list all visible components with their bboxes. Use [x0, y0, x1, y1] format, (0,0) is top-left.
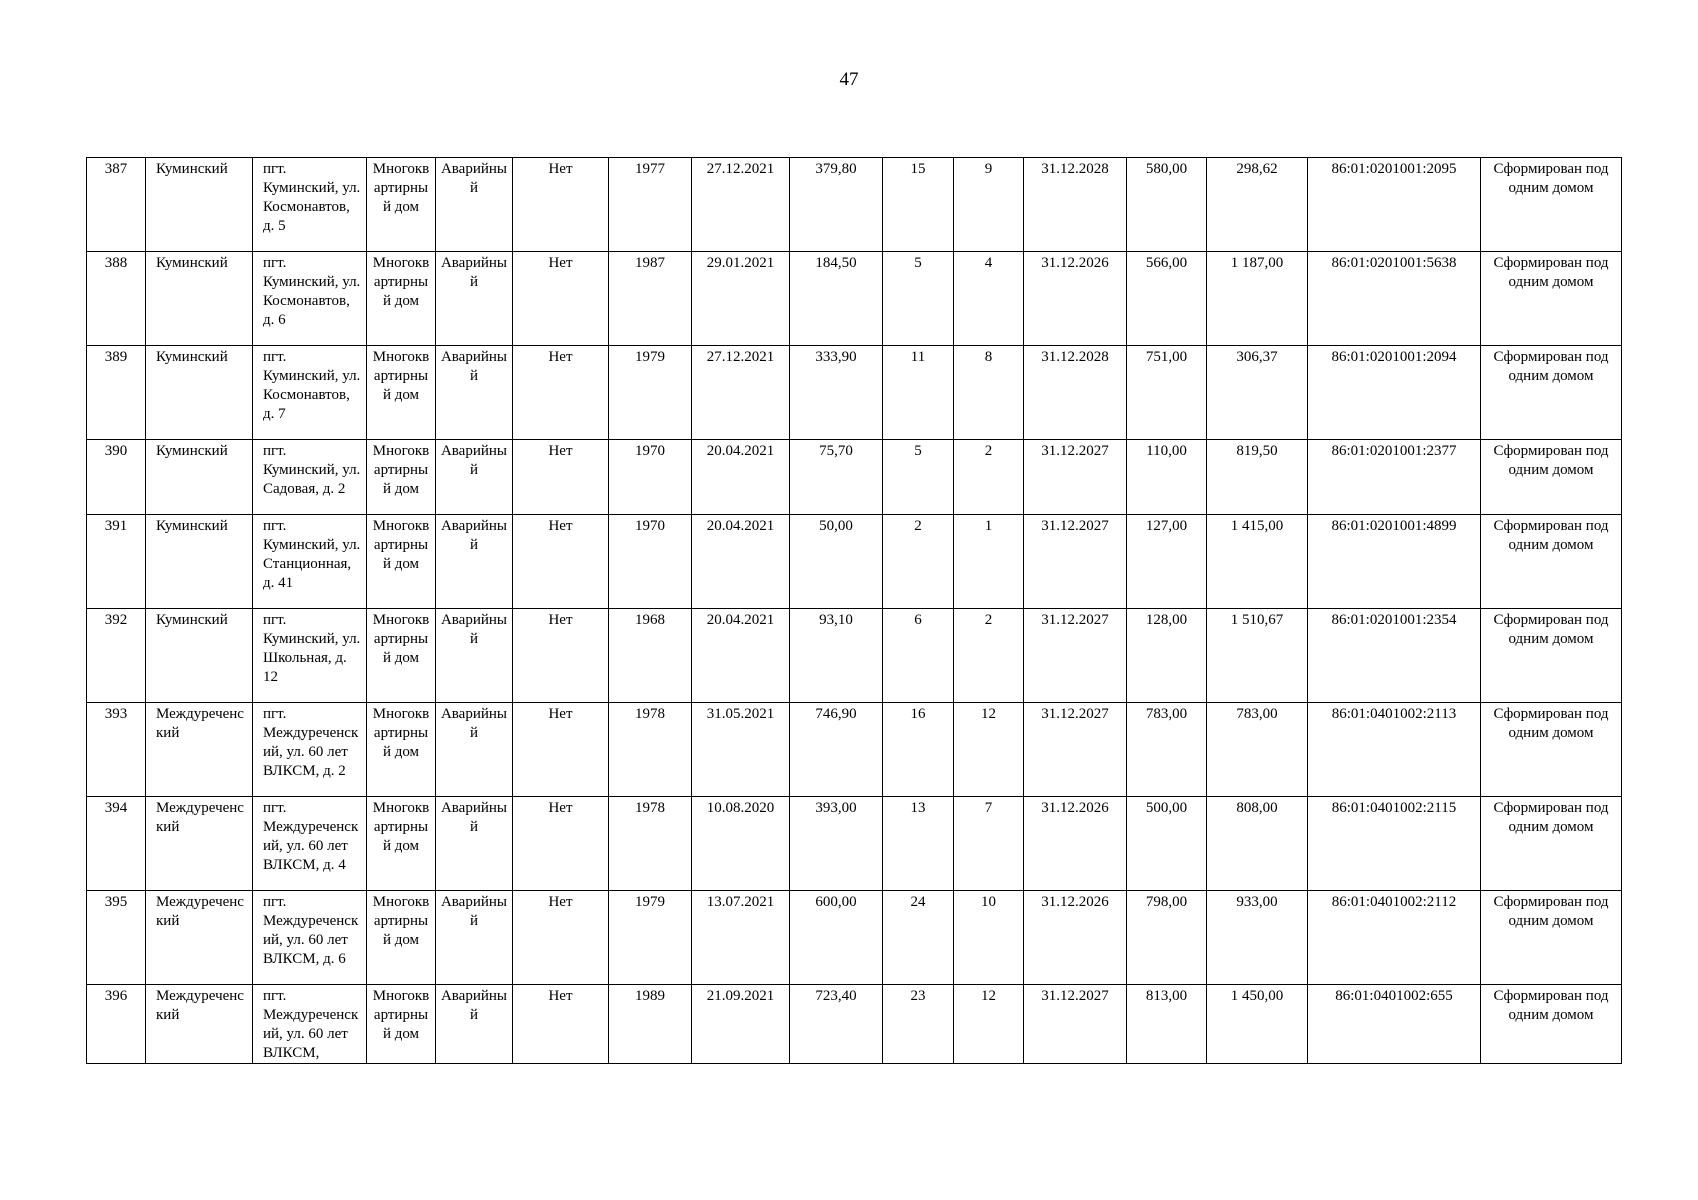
cell-cadastral-number: 86:01:0201001:5638 [1308, 252, 1481, 346]
cell-flag: Нет [513, 252, 609, 346]
cell-building-type: Многоквартирный дом [367, 252, 436, 346]
cell-area: 746,90 [790, 703, 883, 797]
cell-recognition-date: 27.12.2021 [692, 346, 790, 440]
cell-district: Междуреченский [146, 985, 253, 1064]
cell-year-built: 1989 [609, 985, 692, 1064]
cell-address: пгт. Междуреченский, ул. 60 лет ВЛКСМ, д. 6 [253, 891, 367, 985]
cell-condition: Аварийный [436, 346, 513, 440]
table-row [87, 440, 1622, 515]
cell-recognition-date: 20.04.2021 [692, 515, 790, 609]
cell-residents: 13 [883, 797, 954, 891]
cell-land-area: 798,00 [1127, 891, 1207, 985]
cell-number: 394 [87, 797, 146, 891]
cell-premises-count: 12 [954, 985, 1024, 1064]
cell-value: 819,50 [1207, 440, 1308, 515]
cell-cadastral-number: 86:01:0201001:2095 [1308, 158, 1481, 252]
cell-area: 379,80 [790, 158, 883, 252]
cell-condition: Аварийный [436, 703, 513, 797]
cell-value: 1 510,67 [1207, 609, 1308, 703]
cell-residents: 23 [883, 985, 954, 1064]
cell-recognition-date: 20.04.2021 [692, 609, 790, 703]
cell-address: пгт. Куминский, ул. Станционная, д. 41 [253, 515, 367, 609]
cell-cadastral-number: 86:01:0401002:2112 [1308, 891, 1481, 985]
cell-land-area: 751,00 [1127, 346, 1207, 440]
cell-number: 391 [87, 515, 146, 609]
cell-recognition-date: 21.09.2021 [692, 985, 790, 1064]
cell-flag: Нет [513, 985, 609, 1064]
cell-recognition-date: 20.04.2021 [692, 440, 790, 515]
cell-address: пгт. Куминский, ул. Космонавтов, д. 7 [253, 346, 367, 440]
cell-premises-count: 8 [954, 346, 1024, 440]
cell-district: Куминский [146, 609, 253, 703]
cell-deadline: 31.12.2028 [1024, 158, 1127, 252]
cell-condition: Аварийный [436, 515, 513, 609]
cell-building-type: Многоквартирный дом [367, 609, 436, 703]
cell-value: 1 415,00 [1207, 515, 1308, 609]
cell-land-status: Сформирован под одним домом [1481, 797, 1622, 891]
cell-address: пгт. Куминский, ул. Космонавтов, д. 5 [253, 158, 367, 252]
cell-number: 389 [87, 346, 146, 440]
cell-district: Междуреченский [146, 891, 253, 985]
cell-year-built: 1979 [609, 891, 692, 985]
cell-cadastral-number: 86:01:0201001:2377 [1308, 440, 1481, 515]
table-row [87, 252, 1622, 346]
cell-cadastral-number: 86:01:0401002:655 [1308, 985, 1481, 1064]
cell-premises-count: 1 [954, 515, 1024, 609]
cell-year-built: 1979 [609, 346, 692, 440]
cell-area: 393,00 [790, 797, 883, 891]
cell-building-type: Многоквартирный дом [367, 703, 436, 797]
cell-year-built: 1977 [609, 158, 692, 252]
cell-residents: 6 [883, 609, 954, 703]
cell-deadline: 31.12.2027 [1024, 515, 1127, 609]
cell-residents: 5 [883, 252, 954, 346]
cell-district: Междуреченский [146, 703, 253, 797]
table-row [87, 891, 1622, 985]
cell-condition: Аварийный [436, 158, 513, 252]
cell-address: пгт. Междуреченский, ул. 60 лет ВЛКСМ, д. 4 [253, 797, 367, 891]
cell-year-built: 1987 [609, 252, 692, 346]
cell-district: Куминский [146, 346, 253, 440]
cell-year-built: 1970 [609, 440, 692, 515]
cell-recognition-date: 27.12.2021 [692, 158, 790, 252]
cell-district: Куминский [146, 252, 253, 346]
cell-residents: 11 [883, 346, 954, 440]
cell-deadline: 31.12.2027 [1024, 703, 1127, 797]
cell-year-built: 1970 [609, 515, 692, 609]
cell-area: 184,50 [790, 252, 883, 346]
cell-land-status: Сформирован под одним домом [1481, 515, 1622, 609]
cell-premises-count: 7 [954, 797, 1024, 891]
cell-flag: Нет [513, 609, 609, 703]
cell-deadline: 31.12.2027 [1024, 440, 1127, 515]
cell-year-built: 1978 [609, 797, 692, 891]
cell-cadastral-number: 86:01:0201001:2354 [1308, 609, 1481, 703]
cell-condition: Аварийный [436, 797, 513, 891]
cell-land-area: 128,00 [1127, 609, 1207, 703]
cell-building-type: Многоквартирный дом [367, 158, 436, 252]
cell-building-type: Многоквартирный дом [367, 346, 436, 440]
cell-recognition-date: 29.01.2021 [692, 252, 790, 346]
cell-deadline: 31.12.2026 [1024, 252, 1127, 346]
cell-area: 93,10 [790, 609, 883, 703]
cell-year-built: 1978 [609, 703, 692, 797]
page-number: 47 [839, 69, 859, 90]
cell-residents: 15 [883, 158, 954, 252]
cell-year-built: 1968 [609, 609, 692, 703]
cell-residents: 16 [883, 703, 954, 797]
cell-premises-count: 2 [954, 440, 1024, 515]
cell-land-area: 500,00 [1127, 797, 1207, 891]
cell-district: Куминский [146, 158, 253, 252]
cell-address: пгт. Куминский, ул. Космонавтов, д. 6 [253, 252, 367, 346]
cell-land-area: 580,00 [1127, 158, 1207, 252]
cell-cadastral-number: 86:01:0201001:4899 [1308, 515, 1481, 609]
cell-land-area: 783,00 [1127, 703, 1207, 797]
cell-premises-count: 10 [954, 891, 1024, 985]
cell-district: Междуреченский [146, 797, 253, 891]
cell-address: пгт. Куминский, ул. Садовая, д. 2 [253, 440, 367, 515]
table-row [87, 346, 1622, 440]
cell-flag: Нет [513, 891, 609, 985]
cell-land-status: Сформирован под одним домом [1481, 891, 1622, 985]
cell-cadastral-number: 86:01:0201001:2094 [1308, 346, 1481, 440]
table-row [87, 985, 1622, 1064]
cell-area: 75,70 [790, 440, 883, 515]
cell-number: 395 [87, 891, 146, 985]
cell-flag: Нет [513, 440, 609, 515]
cell-number: 387 [87, 158, 146, 252]
cell-value: 298,62 [1207, 158, 1308, 252]
cell-flag: Нет [513, 515, 609, 609]
cell-address: пгт. Куминский, ул. Школьная, д. 12 [253, 609, 367, 703]
cell-premises-count: 2 [954, 609, 1024, 703]
cell-building-type: Многоквартирный дом [367, 985, 436, 1064]
cell-flag: Нет [513, 797, 609, 891]
cell-value: 808,00 [1207, 797, 1308, 891]
cell-value: 933,00 [1207, 891, 1308, 985]
cell-address: пгт. Междуреченский, ул. 60 лет ВЛКСМ, д. 2 [253, 703, 367, 797]
table-body [87, 158, 1622, 1064]
cell-flag: Нет [513, 346, 609, 440]
cell-deadline: 31.12.2028 [1024, 346, 1127, 440]
cell-recognition-date: 13.07.2021 [692, 891, 790, 985]
cell-land-status: Сформирован под одним домом [1481, 346, 1622, 440]
cell-flag: Нет [513, 703, 609, 797]
cell-premises-count: 4 [954, 252, 1024, 346]
cell-land-area: 127,00 [1127, 515, 1207, 609]
cell-land-area: 110,00 [1127, 440, 1207, 515]
cell-deadline: 31.12.2026 [1024, 797, 1127, 891]
cell-recognition-date: 10.08.2020 [692, 797, 790, 891]
cell-deadline: 31.12.2027 [1024, 609, 1127, 703]
cell-district: Куминский [146, 515, 253, 609]
cell-residents: 24 [883, 891, 954, 985]
cell-land-status: Сформирован под одним домом [1481, 703, 1622, 797]
cell-building-type: Многоквартирный дом [367, 440, 436, 515]
cell-building-type: Многоквартирный дом [367, 797, 436, 891]
cell-recognition-date: 31.05.2021 [692, 703, 790, 797]
table-row [87, 797, 1622, 891]
cell-cadastral-number: 86:01:0401002:2113 [1308, 703, 1481, 797]
table-row [87, 158, 1622, 252]
cell-deadline: 31.12.2027 [1024, 985, 1127, 1064]
cell-number: 396 [87, 985, 146, 1064]
cell-residents: 5 [883, 440, 954, 515]
housing-registry-table [86, 157, 1622, 1064]
cell-land-status: Сформирован под одним домом [1481, 158, 1622, 252]
cell-condition: Аварийный [436, 985, 513, 1064]
cell-area: 600,00 [790, 891, 883, 985]
cell-value: 783,00 [1207, 703, 1308, 797]
cell-building-type: Многоквартирный дом [367, 515, 436, 609]
cell-condition: Аварийный [436, 891, 513, 985]
cell-premises-count: 12 [954, 703, 1024, 797]
cell-deadline: 31.12.2026 [1024, 891, 1127, 985]
cell-premises-count: 9 [954, 158, 1024, 252]
cell-number: 390 [87, 440, 146, 515]
cell-land-area: 813,00 [1127, 985, 1207, 1064]
cell-building-type: Многоквартирный дом [367, 891, 436, 985]
cell-number: 392 [87, 609, 146, 703]
cell-district: Куминский [146, 440, 253, 515]
cell-value: 1 450,00 [1207, 985, 1308, 1064]
cell-area: 723,40 [790, 985, 883, 1064]
cell-residents: 2 [883, 515, 954, 609]
cell-land-status: Сформирован под одним домом [1481, 985, 1622, 1064]
cell-land-status: Сформирован под одним домом [1481, 440, 1622, 515]
cell-land-status: Сформирован под одним домом [1481, 609, 1622, 703]
cell-area: 50,00 [790, 515, 883, 609]
cell-condition: Аварийный [436, 252, 513, 346]
cell-cadastral-number: 86:01:0401002:2115 [1308, 797, 1481, 891]
table-row [87, 515, 1622, 609]
cell-land-area: 566,00 [1127, 252, 1207, 346]
cell-condition: Аварийный [436, 609, 513, 703]
cell-flag: Нет [513, 158, 609, 252]
cell-address: пгт. Междуреченский, ул. 60 лет ВЛКСМ, [253, 985, 367, 1064]
cell-value: 1 187,00 [1207, 252, 1308, 346]
table-row [87, 609, 1622, 703]
table-row [87, 703, 1622, 797]
cell-number: 393 [87, 703, 146, 797]
cell-area: 333,90 [790, 346, 883, 440]
cell-number: 388 [87, 252, 146, 346]
cell-value: 306,37 [1207, 346, 1308, 440]
cell-land-status: Сформирован под одним домом [1481, 252, 1622, 346]
cell-condition: Аварийный [436, 440, 513, 515]
